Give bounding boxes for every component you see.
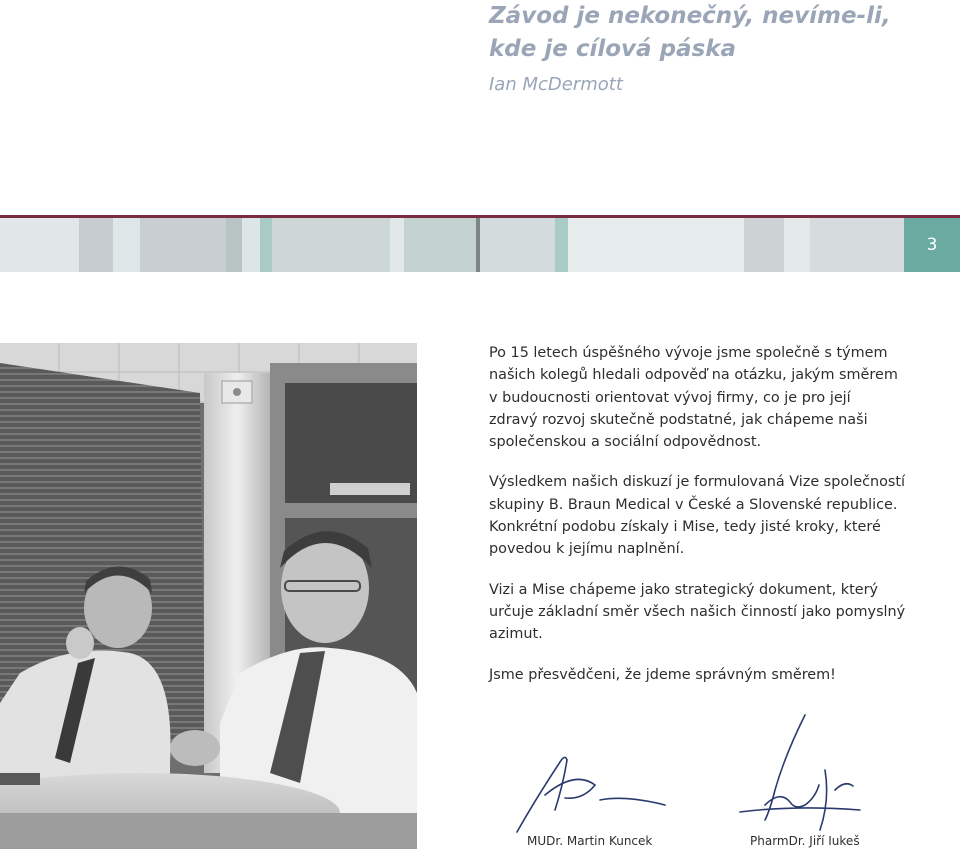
page-number: 3: [926, 235, 938, 255]
band-segment: [113, 218, 140, 272]
meeting-photo: [0, 343, 417, 849]
band-segment: [744, 218, 784, 272]
text-line: našich kolegů hledali odpověď na otázku, jakým směrem: [489, 367, 898, 384]
band-segment: [260, 218, 272, 272]
text-line: zdravý rozvoj skutečně podstatné, jak chápeme naši: [489, 411, 868, 428]
text-line: povedou k jejímu naplnění.: [489, 541, 685, 558]
band-segment: [784, 218, 810, 272]
band-segment: [242, 218, 260, 272]
paragraph-1: [489, 342, 939, 453]
text-line: Konkrétní podobu získaly i Mise, tedy jisté kroky, které: [489, 519, 881, 536]
band-segment: [555, 218, 568, 272]
text-line: Po 15 letech úspěšného vývoje jsme společně s týmem: [489, 345, 888, 361]
text-line: Výsledkem našich diskuzí je formulovaná Vize společností: [489, 474, 906, 491]
band-segment: [79, 218, 113, 272]
page-title: [489, 0, 949, 66]
band-segment: [568, 218, 744, 272]
title-line-1: Závod je nekonečný, nevíme-li,: [489, 3, 891, 29]
paragraph-4: [489, 664, 939, 686]
signature-iukes: [735, 710, 865, 840]
page-number-box: [904, 218, 960, 272]
text-line: v budoucnosti orientovat vývoj firmy, co je pro její: [489, 389, 851, 406]
text-line: Vizi a Mise chápeme jako strategický dokument, který: [489, 581, 879, 598]
band-segment: [480, 218, 555, 272]
band-segment: [390, 218, 404, 272]
band-segment: [810, 218, 904, 272]
meeting-photo-illustration: [0, 343, 417, 849]
paragraph-3: [489, 579, 939, 646]
text-line: azimut.: [489, 626, 543, 643]
title-line-2: kde je cílová páska: [489, 36, 737, 62]
band-segment: [226, 218, 242, 272]
band-segment: [140, 218, 226, 272]
band-segment: [404, 218, 476, 272]
text-line: společenskou a sociální odpovědnost.: [489, 434, 762, 451]
title-block: [489, 0, 949, 97]
signature-name-1: MUDr. Martin Kuncek: [527, 834, 653, 848]
paragraph-2: [489, 471, 939, 560]
signature-name-2: PharmDr. Jiří Iukeš: [750, 834, 860, 848]
text-line: skupiny B. Braun Medical v České a Slovenské republice.: [489, 496, 898, 513]
text-line: určuje základní směr všech našich činností jako pomyslný: [489, 603, 906, 620]
quote-author: Ian McDermott: [489, 74, 623, 95]
band-segment: [272, 218, 390, 272]
signature-kuncek: [505, 740, 675, 835]
text-line: Jsme přesvědčeni, že jdeme správným směrem!: [489, 666, 836, 683]
body-text: [489, 342, 939, 704]
band-segment: [0, 218, 79, 272]
decorative-band: [0, 218, 960, 272]
